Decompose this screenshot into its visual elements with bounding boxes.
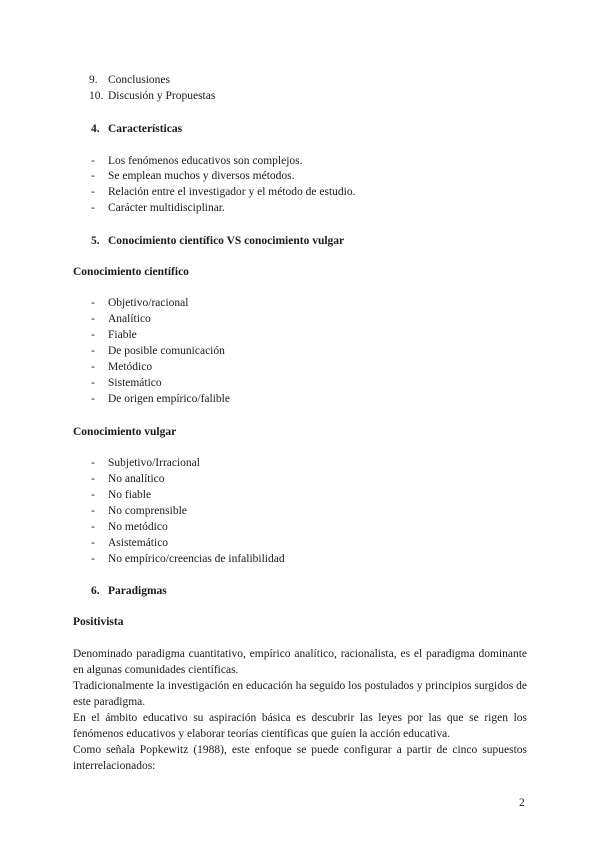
bullet-dash: - — [91, 473, 95, 485]
bullet-text: Carácter multidisciplinar. — [108, 202, 225, 214]
bullet-text: Asistemático — [108, 537, 169, 549]
list-text: Discusión y Propuestas — [108, 90, 216, 102]
bullet-text: De posible comunicación — [108, 345, 225, 357]
bullet-dash: - — [91, 329, 95, 341]
bullet-dash: - — [91, 361, 95, 373]
bullet-text: No empírico/creencias de infalibilidad — [108, 553, 285, 565]
bullet-dash: - — [91, 521, 95, 533]
bullet-text: Objetivo/racional — [108, 297, 189, 309]
bullet-dash: - — [91, 313, 95, 325]
bullet-dash: - — [91, 393, 95, 405]
paragraph: Tradicionalmente la investigación en educación ha seguido los postulados y principios surgidos de este paradigma. — [73, 680, 527, 708]
bullet-dash: - — [91, 170, 95, 182]
bullet-text: No metódico — [108, 521, 168, 533]
list-number: 10. — [89, 90, 104, 102]
bullet-text: Metódico — [108, 361, 153, 373]
bullet-dash: - — [91, 377, 95, 389]
bullet-text: Sistemático — [108, 377, 162, 389]
bullet-dash: - — [91, 505, 95, 517]
list-text: Conclusiones — [108, 74, 170, 86]
bullet-text: No comprensible — [108, 505, 187, 517]
list-number: 9. — [89, 74, 98, 86]
bullet-dash: - — [91, 297, 95, 309]
paragraph: En el ámbito educativo su aspiración básica es descubrir las leyes por las que se rigen los fenómenos educativos y elaborar teorías científicas que guíen la acción educativa. — [73, 712, 527, 740]
bullet-dash: - — [91, 457, 95, 469]
bullet-dash: - — [91, 345, 95, 357]
section-number: 5. — [91, 235, 100, 247]
section-title: Características — [108, 123, 183, 135]
bullet-dash: - — [91, 186, 95, 198]
page-number: 2 — [519, 797, 525, 809]
bullet-text: De origen empírico/falible — [108, 393, 230, 405]
bullet-dash: - — [91, 537, 95, 549]
section-title: Conocimiento científico VS conocimiento vulgar — [108, 235, 345, 247]
bullet-dash: - — [91, 553, 95, 565]
section-title: Paradigmas — [108, 585, 167, 597]
bullet-dash: - — [91, 155, 95, 167]
paragraph: Denominado paradigma cuantitativo, empírico analítico, racionalista, es el paradigma dominante en algunas comunidades científicas. — [73, 648, 527, 676]
paragraph: Como señala Popkewitz (1988), este enfoque se puede configurar a partir de cinco supuestos interrelacionados: — [73, 744, 527, 772]
bullet-dash: - — [91, 489, 95, 501]
document-page: 9. Conclusiones 10. Discusión y Propuestas 4. Características - Los fenómenos educativos son complejos. - Se emplean muchos y diversos métodos. - Relación entre el investigador y el método de estudio. - Carácter multidisciplinar. 5. Conocimiento científico VS conocimiento vulgar Conocimiento científico - Objetivo/racional - Analítico - Fiable - De posible comunicación - Metódico - Sistemático - De origen empírico/falible Conocimiento vulgar - Subjetivo/Irracional - No analítico - No fiable - No comprensible - No metódico - Asistemático - No empírico/creencias de infalibilidad 6. Paradigmas Positivista Denominado paradigma cuantitativo, empírico analítico, racionalista, es el paradigma dominante en algunas comunidades científicas. Tradicionalmente la investigación en educación ha seguido los postulados y principios surgidos de este paradigma. En el ámbito educativo su aspiración básica es descubrir las leyes por las que se rigen los fenómenos educativos y elaborar teorías científicas que guíen la acción educativa. Como señala Popkewitz (1988), este enfoque se puede configurar a partir de cinco supuestos interrelacionados: 2 — [73, 74, 527, 809]
bullet-text: Analítico — [108, 313, 151, 325]
bullet-text: No analítico — [108, 473, 165, 485]
bullet-text: Se emplean muchos y diversos métodos. — [108, 170, 295, 182]
bullet-text: Los fenómenos educativos son complejos. — [108, 155, 303, 167]
bullet-text: No fiable — [108, 489, 152, 501]
section-number: 6. — [91, 585, 100, 597]
bullet-text: Relación entre el investigador y el método de estudio. — [108, 186, 356, 198]
section-number: 4. — [91, 123, 100, 135]
bullet-text: Fiable — [108, 329, 137, 341]
bullet-dash: - — [91, 202, 95, 214]
bullet-text: Subjetivo/Irracional — [108, 457, 200, 469]
